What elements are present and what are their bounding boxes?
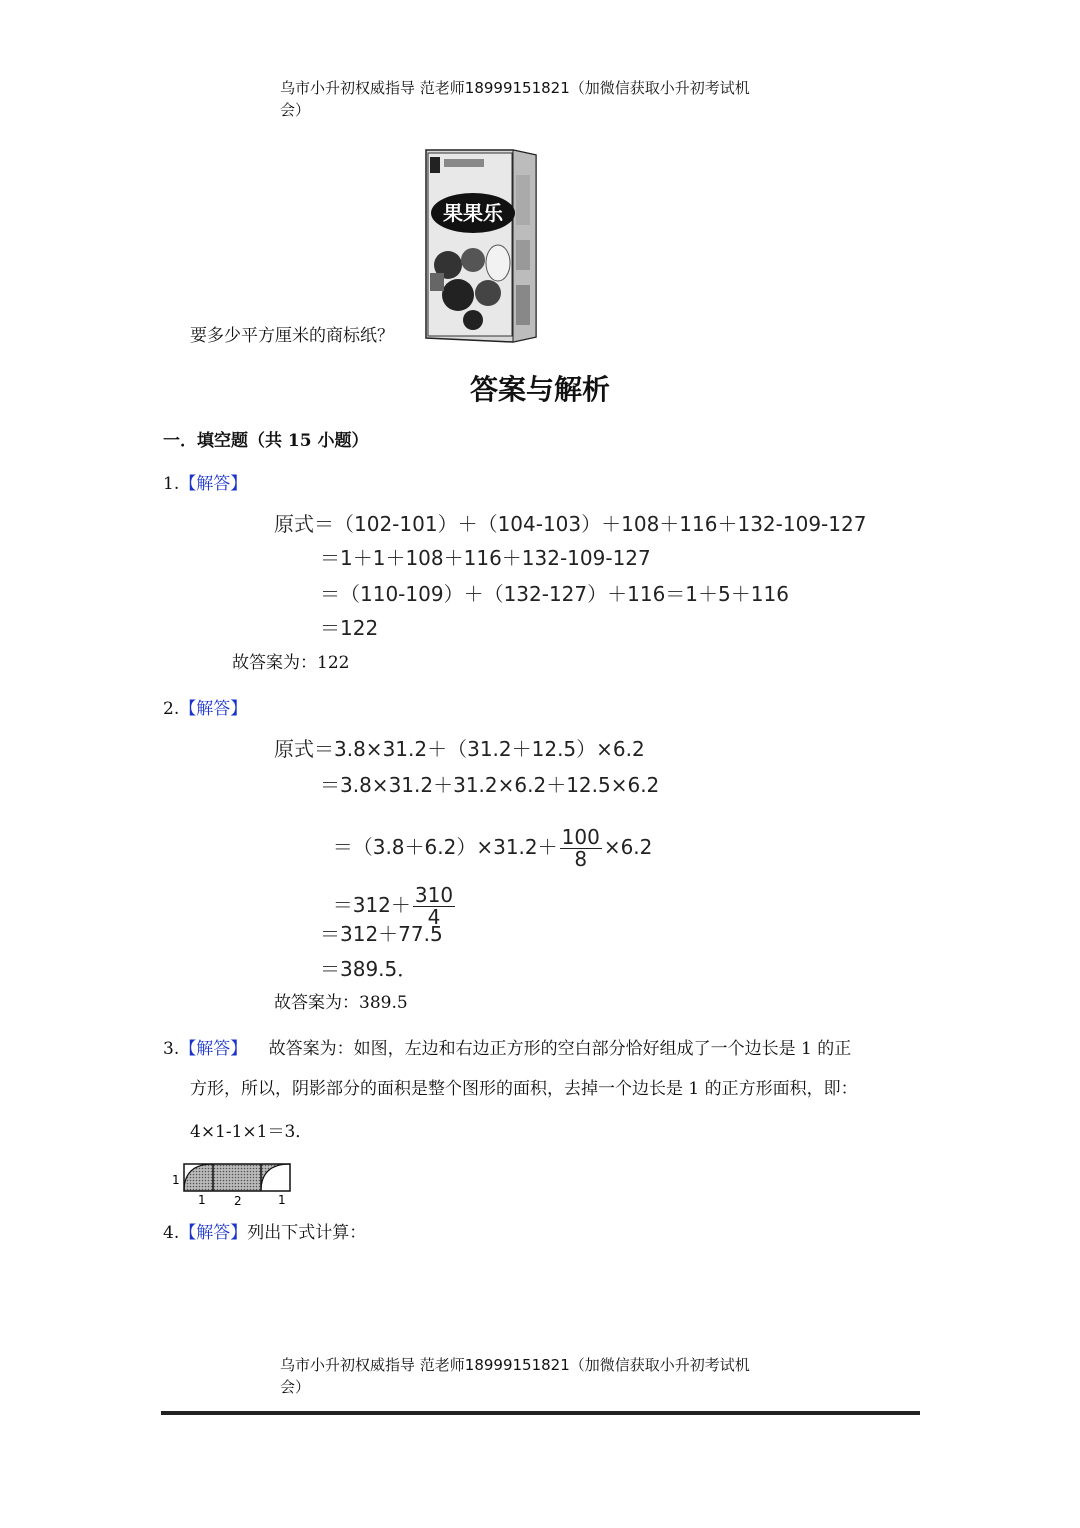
item-2-math-line-3 [320, 803, 652, 870]
item-3-text-2: 方形，所以，阴影部分的面积是整个图形的面积，去掉一个边长是 1 的正方形面积，即： [190, 1079, 858, 1099]
item-2-math-line-1: 原式＝3.8×31.2＋（31.2＋12.5）×6.2 [274, 737, 645, 761]
fraction-numerator: 100 [561, 825, 600, 849]
item-number: 1. [163, 474, 180, 494]
expr-pre: ＝（3.8＋6.2）×31.2＋ [332, 835, 558, 859]
fraction-denominator: 4 [427, 905, 441, 929]
label-side: 1 [172, 1173, 180, 1187]
question-tail: 要多少平方厘米的商标纸？ [190, 326, 394, 346]
item-1-math-line-2: ＝1＋1＋108＋116＋132-109-127 [320, 546, 651, 570]
answer-tag: 【解答】 [179, 1223, 248, 1243]
footer-line-1: 乌市小升初权威指导 范老师18999151821（加微信获取小升初考试机 [280, 1356, 750, 1374]
juice-box-image [418, 145, 543, 345]
footer-divider [161, 1411, 920, 1415]
answer-tag: 【解答】 [179, 699, 248, 719]
fraction-denominator: 8 [574, 847, 588, 871]
fraction [560, 827, 602, 870]
item-2-conclusion: 故答案为：389.5 [274, 993, 408, 1013]
item-4-text: 列出下式计算： [247, 1223, 367, 1243]
item-1-math-line-1: 原式＝（102-101）＋（104-103）＋108＋116＋132-109-127 [274, 512, 867, 536]
label-b2: 2 [234, 1194, 242, 1208]
item-3-heading [163, 1034, 923, 1059]
page-header [280, 77, 750, 121]
label-b3: 1 [278, 1193, 286, 1207]
answer-tag: 【解答】 [179, 474, 248, 494]
item-3-text-1: 故答案为：如图，左边和右边正方形的空白部分恰好组成了一个边长是 1 的正 [268, 1039, 852, 1059]
item-2-math-line-2: ＝3.8×31.2＋31.2×6.2＋12.5×6.2 [320, 773, 660, 797]
item-2-math-line-6: ＝389.5． [320, 957, 418, 981]
answer-tag: 【解答】 [179, 1039, 248, 1059]
section-title: 一．填空题（共 15 小题） [163, 431, 369, 451]
shaded-area-figure [168, 1158, 298, 1208]
item-3-text-3: 4×1-1×1＝3． [190, 1122, 313, 1142]
item-1-conclusion: 故答案为：122 [232, 653, 350, 673]
item-number: 4. [163, 1223, 180, 1243]
expr-pre: ＝312＋ [332, 893, 411, 917]
expr-post: ×6.2 [603, 835, 653, 859]
page-footer [280, 1354, 750, 1398]
item-2-math-line-5: ＝312＋77.5 [320, 922, 443, 946]
item-number: 2. [163, 699, 180, 719]
item-2-heading [163, 694, 247, 719]
footer-line-2: 会） [280, 1378, 311, 1396]
item-number: 3. [163, 1039, 180, 1059]
logo-text: 果果乐 [443, 201, 503, 225]
header-line-2: 会） [280, 101, 311, 119]
answer-title: 答案与解析 [469, 373, 610, 406]
item-1-math-line-3: ＝（110-109）＋（132-127）＋116＝1＋5＋116 [320, 582, 789, 606]
label-b1: 1 [198, 1193, 206, 1207]
item-4-heading [163, 1218, 366, 1243]
fraction-numerator: 310 [414, 883, 454, 907]
item-1-math-line-4: ＝122 [320, 616, 379, 640]
header-line-1: 乌市小升初权威指导 范老师18999151821（加微信获取小升初考试机 [280, 79, 750, 97]
item-1-heading [163, 469, 247, 494]
